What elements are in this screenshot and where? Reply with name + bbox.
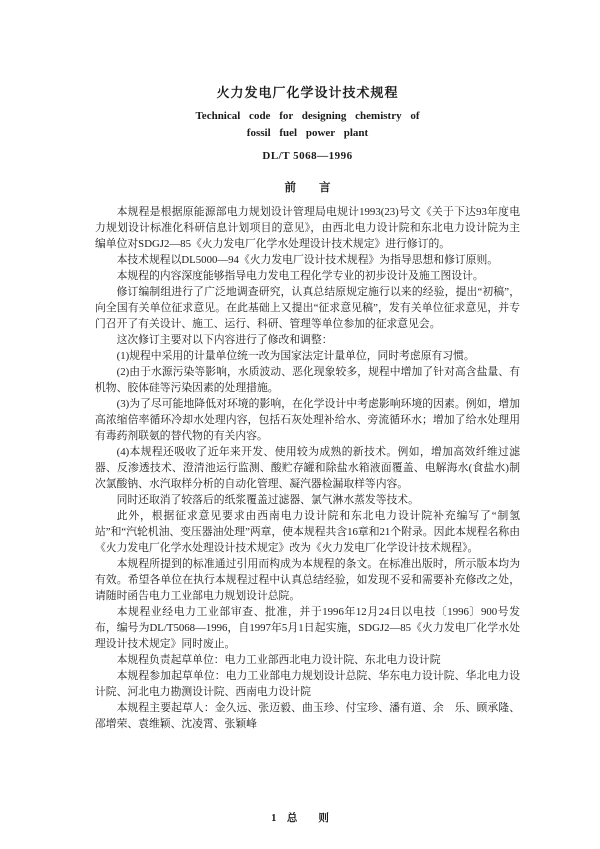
foreword-paragraph: (4)本规程还吸收了近年来开发、使用较为成熟的新技术。例如，增加高效纤维过滤器、反渗透技术、澄清池运行监测、酸贮存罐和除盐水箱液面覆盖、电解海水(食盐水)制次氯酸钠、水汽取样分析的自动化管理、凝汽器检漏取样等内容。: [95, 446, 520, 490]
foreword-paragraph: 这次修订主要对以下内容进行了修改和调整：: [116, 334, 333, 346]
foreword-paragraph: (1)规程中采用的计量单位统一改为国家法定计量单位，同时考虑原有习惯。: [116, 350, 475, 362]
document-title-en-line2: fossil fuel power plant: [246, 127, 369, 139]
foreword-paragraph: 本规程是根据原能源部电力规划设计管理局电规计1993(23)号文《关于下达93年度电力规划设计标准化科研信息计划项目的意见》，由西北电力设计院和东北电力设计院为主编单位对SDGJ2—85《火力发电厂化学水处理设计技术规定》进行修订的。: [95, 206, 520, 250]
foreword-paragraph: 本规程主要起草人：金久远、张迈毅、曲玉珍、付宝珍、潘有道、余 乐、顾承隆、邵增荣、袁维颖、沈凌霄、张颖峰: [95, 702, 520, 730]
document-title-zh: 火力发电厂化学设计技术规程: [216, 85, 399, 100]
foreword-paragraph: 本规程参加起草单位：电力工业部电力规划设计总院、华东电力设计院、华北电力设计院、河北电力勘测设计院、西南电力设计院: [95, 670, 520, 698]
foreword-paragraph: 本技术规程以DL5000—94《火力发电厂设计技术规程》为指导思想和修订原则。: [116, 254, 499, 266]
foreword-paragraph: 本规程所提到的标准通过引用而构成为本规程的条文。在标准出版时，所示版本均为有效。希望各单位在执行本规程过程中认真总结经验，如发现不妥和需要补充修改之处，请随时函告电力工业部电力规划设计总院。: [95, 558, 520, 602]
next-section-heading: 1 总 则: [271, 813, 329, 824]
foreword-body: [95, 204, 520, 732]
document-code: DL/T 5068—1996: [262, 150, 353, 162]
foreword-paragraph: (3)为了尽可能地降低对环境的影响，在化学设计中考虑影响环境的因素。例如，增加高浓缩倍率循环冷却水处理内容，包括石灰处理补给水、旁流循环水；增加了给水处理用有毒药剂联氨的替代物的有关内容。: [95, 398, 520, 442]
foreword-paragraph: 本规程负责起草单位：电力工业部西北电力设计院、东北电力设计院: [116, 654, 441, 666]
foreword-paragraph: 本规程的内容深度能够指导电力发电工程化学专业的初步设计及施工图设计。: [116, 270, 484, 282]
foreword-paragraph: 同时还取消了较落后的纸浆覆盖过滤器、氯气淋水蒸发等技术。: [116, 494, 419, 506]
title-block: [95, 82, 520, 162]
foreword-paragraph: (2)由于水源污染等影响，水质波动、恶化现象较多，规程中增加了针对高含盐量、有机物、胶体硅等污染因素的处理措施。: [95, 366, 520, 394]
foreword-paragraph: 修订编制组进行了广泛地调查研究，认真总结原规定施行以来的经验，提出“初稿”，向全国有关单位征求意见。在此基础上又提出“征求意见稿”，发有关单位征求意见，并专门召开了有关设计、施工、运行、科研、管理等单位参加的征求意见会。: [95, 286, 520, 330]
foreword-paragraph: 此外，根据征求意见要求由西南电力设计院和东北电力设计院补充编写了“制氢站”和“汽轮机油、变压器油处理”两章，使本规程共含16章和21个附录。因此本规程名称由《火力发电厂化学水处理设计技术规定》改为《火力发电厂化学设计技术规程》。: [95, 510, 520, 554]
foreword-paragraph: 本规程业经电力工业部审查、批准，并于1996年12月24日以电技〔1996〕900号发布，编号为DL/T5068—1996，自1997年5月1日起实施，SDGJ2—85《火力发电厂化学水处理设计技术规定》同时废止。: [95, 606, 520, 650]
document-title-en-line1: Technical code for designing chemistry of: [195, 110, 420, 122]
foreword-heading: 前 言: [284, 182, 331, 194]
